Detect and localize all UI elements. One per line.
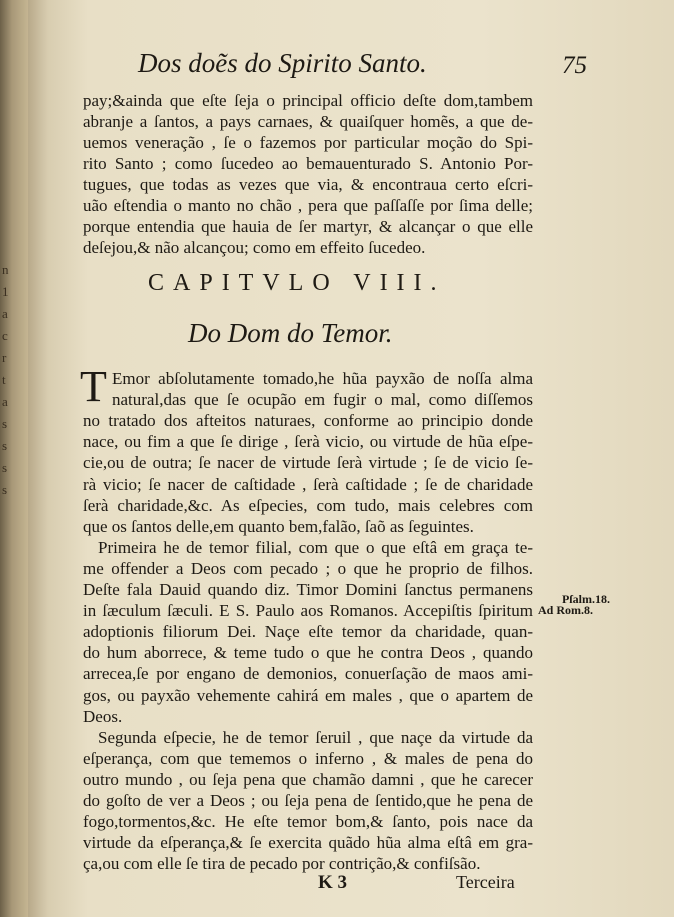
text-line: no tratado dos afteitos naturaes, conforme ao principio donde: [83, 411, 533, 431]
text-line: me offender a Deos com pecado ; o que he proprio de filhos.: [83, 558, 533, 578]
facing-page-letter: s: [2, 438, 8, 453]
text-line: Primeira he de temor filial, com que o que eſtâ em graça te-: [98, 537, 533, 557]
text-line: do hum aborrece, & teme tudo o que he contra Deos , quando: [83, 643, 533, 663]
marginal-note: Pſalm.18.: [562, 592, 610, 606]
text-line: arrecea,ſe por engano de demonios, conuerſação de maos ami-: [83, 664, 533, 684]
text-line: eſperança, com que tememos o inferno , & males de pena do: [83, 748, 533, 768]
text-line: tugues, que todas as vezes que via, & encontraua certo eſcri-: [83, 175, 533, 194]
text-line: pay;&ainda que eſte ſeja o principal officio deſte dom,tambem: [83, 91, 533, 110]
text-line: Deſte fala Dauid quando diz. Timor Domini ſanctus permanens: [83, 580, 533, 599]
facing-page-letter: c: [2, 328, 8, 343]
facing-page-letter: 1: [2, 284, 9, 299]
chapter-title: CAPITVLO VIII.: [148, 270, 446, 296]
signature-mark: K 3: [318, 872, 348, 893]
text-line: gos, ou payxão vehemente cahirá em males , que o apartem de: [83, 685, 533, 705]
text-line: Segunda eſpecie, he de temor ſeruil , que naçe da virtude da: [98, 727, 533, 747]
running-head: Dos doẽs do Spirito Santo.: [138, 48, 427, 78]
text-line: adoptionis filiorum Dei. Naçe eſte temor da charidade, quan-: [83, 622, 533, 642]
text-line: virtude da eſperança,& ſe exercita quãdo hũa alma eſtâ em gra-: [83, 833, 533, 853]
chapter-subtitle: Do Dom do Temor.: [188, 318, 393, 348]
page-number: 75: [562, 52, 587, 79]
drop-cap: T: [80, 362, 107, 411]
facing-page-letter: a: [2, 394, 8, 409]
text-line: fogo,tormentos,&c. He eſte temor bom,& ſanto, pois nace da: [83, 812, 533, 832]
text-line: Deos.: [83, 706, 123, 726]
facing-page-letter: s: [2, 460, 8, 475]
facing-page-letter: n: [2, 262, 9, 277]
text-line: outro mundo , ou ſeja pena que chamão damni , que he carecer: [83, 769, 533, 789]
book-gutter: [0, 0, 30, 917]
text-line: ça,ou com elle ſe tira de pecado por contrição,& confiſsão.: [83, 854, 481, 874]
text-line: do goſto de ver a Deos ; ou ſeja pena de ſentido,que he pena de: [83, 791, 533, 810]
facing-page-letter: s: [2, 482, 8, 497]
text-line: uão eſtendia o manto no chão , pera que paſſaſſe por ſima delle;: [83, 196, 533, 215]
text-line: uemos veneração , ſe o fazemos por particular moção do Spi-: [83, 133, 533, 152]
text-line: nace, ou fim a que ſe dirige , ſerà vicio, ou virtude de hũa eſpe-: [83, 432, 533, 452]
text-line: cie,ou de outra; ſe nacer de virtude ſerà virtude ; ſe de vicio ſe-: [83, 453, 533, 473]
text-line: ſerà charidade,&c. As eſpecies, com tudo, mais celebres com: [83, 495, 533, 515]
facing-page-letter: t: [2, 372, 6, 387]
text-line: abranje a ſantos, a pays carnaes, & quaiſquer homẽs, a que de-: [83, 112, 533, 131]
text-line: in ſæculum ſæculi. E S. Paulo aos Romanos. Accepiſtis ſpiritum: [83, 601, 533, 621]
text-line: que os ſantos delle,em quanto bem,falão, ſaõ as ſeguintes.: [83, 516, 474, 536]
text-line: Emor abſolutamente tomado,he hũa payxão de noſſa alma: [112, 369, 533, 388]
text-line: porque entendia que hauia de ſer martyr, & alcançar o que elle: [83, 217, 533, 236]
text-line: natural,das que ſe ocupão em fugir o mal, como diſſemos: [112, 390, 533, 410]
catchword: Terceira: [456, 872, 515, 892]
facing-page-letter: s: [2, 416, 8, 431]
text-line: rà vicio; ſe nacer de caſtidade , ſerà caſtidade ; ſe de charidade: [83, 474, 533, 494]
text-line: rito Santo ; como ſucedeo ao bemauenturado S. Antonio Por-: [83, 154, 533, 173]
facing-page-letter: a: [2, 306, 8, 321]
facing-page-letter: r: [2, 350, 7, 365]
text-line: deſejou,& não alcançou; como em effeito ſucedeo.: [83, 238, 426, 257]
marginal-note: Ad Rom.8.: [538, 603, 594, 617]
